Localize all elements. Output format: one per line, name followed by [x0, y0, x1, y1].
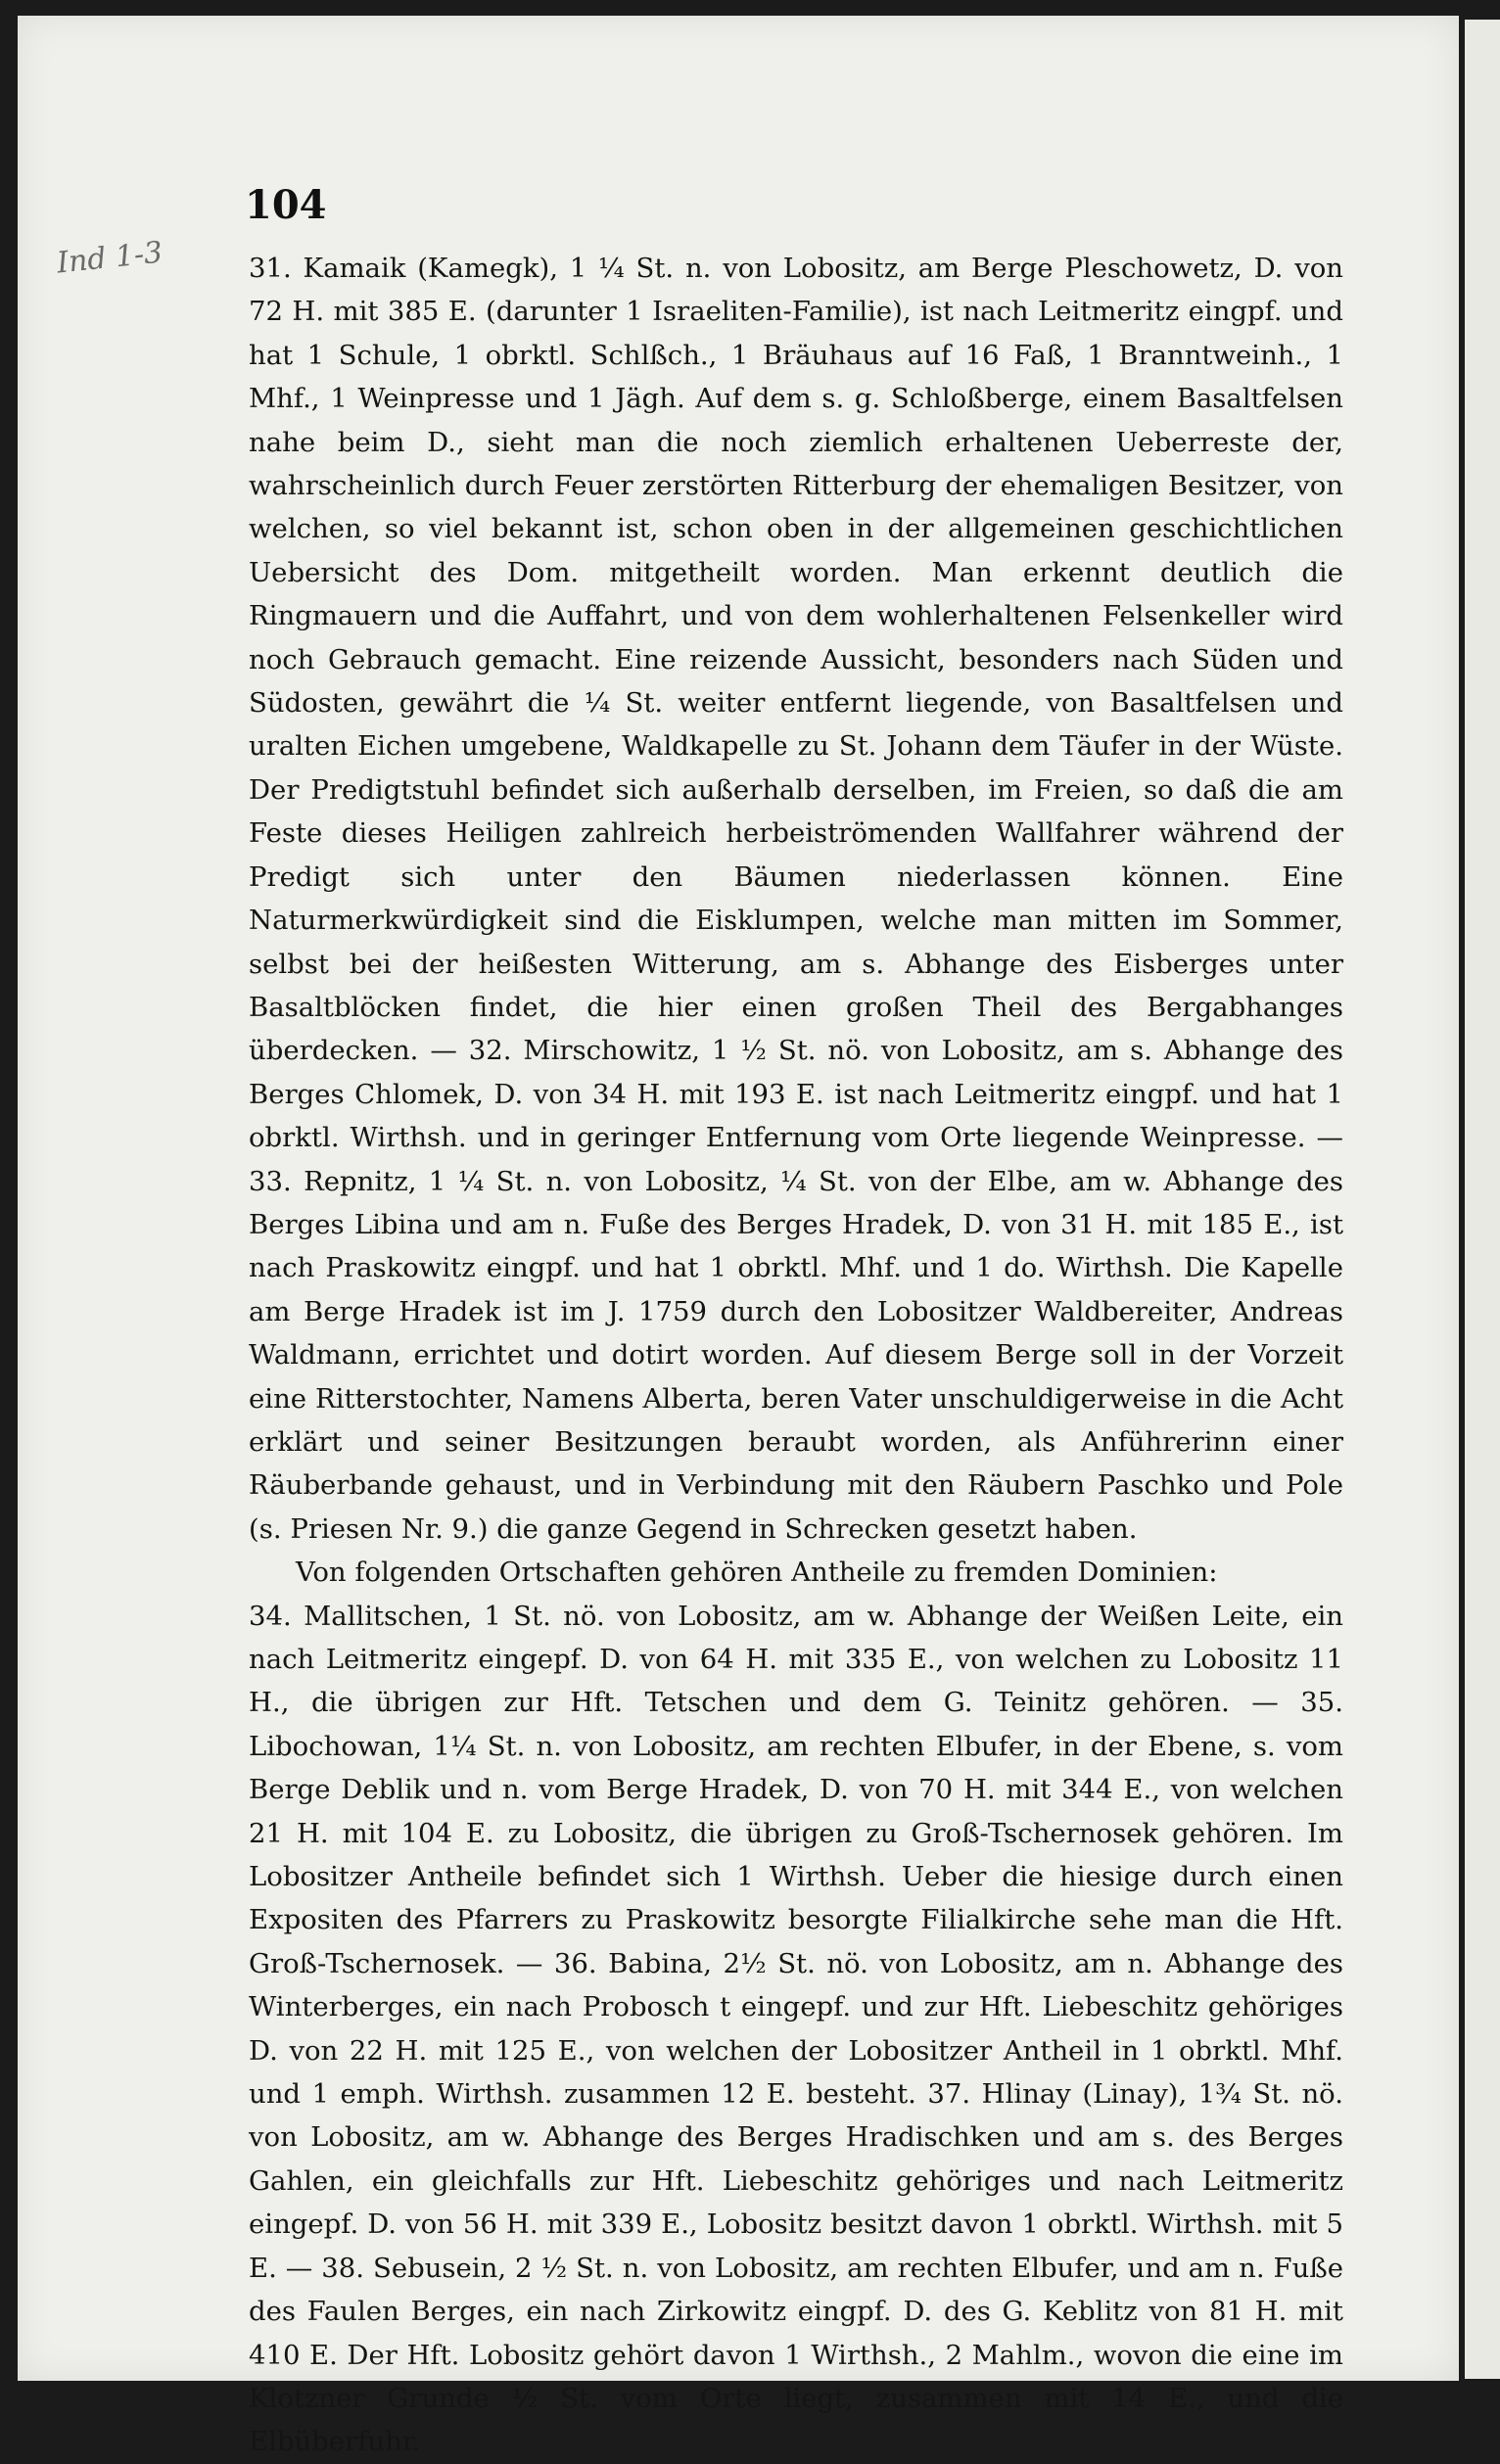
- paragraph: Von folgenden Ortschaften gehören Antheile zu fremden Dominien:: [296, 1557, 1218, 1589]
- paragraph: 31. Kamaik (Kamegk), 1 ¼ St. n. von Lobositz, am Berge Pleschowetz, D. von 72 H. mit 385 E. (darunter 1 Israeliten-Familie), ist nach Leitmeritz eingpf. und hat 1 Schule, 1 obrktl. Schlßch., 1 Bräuhaus auf 16 Faß, 1 Branntweinh., 1 Mhf., 1 Weinpresse und 1 Jägh. Auf dem s. g. Schloßberge, einem Basaltfelsen nahe beim D., sieht man die noch ziemlich erhaltenen Ueberreste der, wahrscheinlich durch Feuer zerstörten Ritterburg der ehemaligen Besitzer, von welchen, so viel bekannt ist, schon oben in der allgemeinen geschichtlichen Uebersicht des Dom. mitgetheilt worden. Man erkennt deutlich die Ringmauern und die Auffahrt, und von dem wohlerhaltenen Felsenkeller wird noch Gebrauch gemacht. Eine reizende Aussicht, besonders nach Süden und Südosten, gewährt die ¼ St. weiter entfernt liegende, von Basaltfelsen und uralten Eichen umgebene, Waldkapelle zu St. Johann dem Täufer in der Wüste. Der Predigtstuhl befindet sich außerhalb derselben, im Freien, so daß die am Feste dieses Heiligen zahlreich herbeiströmenden Wallfahrer während der Predigt sich unter den Bäumen niederlassen können. Eine Naturmerkwürdigkeit sind die Eisklumpen, welche man mitten im Sommer, selbst bei der heißesten Witterung, am s. Abhange des Eisberges unter Basaltblöcken findet, die hier einen großen Theil des Bergabhanges überdecken. — 32. Mirschowitz, 1 ½ St. nö. von Lobositz, am s. Abhange des Berges Chlomek, D. von 34 H. mit 193 E. ist nach Leitmeritz eingpf. und hat 1 obrktl. Wirthsh. und in geringer Entfernung vom Orte liegende Weinpresse. — 33. Repnitz, 1 ¼ St. n. von Lobositz, ¼ St. von der Elbe, am w. Abhange des Berges Libina und am n. Fuße des Berges Hradek, D. von 31 H. mit 185 E., ist nach Praskowitz eingpf. und hat 1 obrktl. Mhf. und 1 do. Wirthsh. Die Kapelle am Berge Hradek ist im J. 1759 durch den Lobositzer Waldbereiter, Andreas Waldmann, errichtet und dotirt worden. Auf diesem Berge soll in der Vorzeit eine Ritterstochter, Namens Alberta, beren Vater unschuldigerweise in die Acht erklärt und seiner Besitzungen beraubt worden, als Anführerinn einer Räuberbande gehaust, und in Verbindung mit den Räubern Paschko und Pole (s. Priesen Nr. 9.) die ganze Gegend in Schrecken gesetzt haben.: [249, 253, 1343, 1545]
- margin-annotation: Ind 1-3: [55, 235, 164, 281]
- body-text: [249, 247, 1343, 2464]
- paragraph: 34. Mallitschen, 1 St. nö. von Lobositz, am w. Abhange der Weißen Leite, ein nach Leitmeritz eingepf. D. von 64 H. mit 335 E., von welchen zu Lobositz 11 H., die übrigen zur Hft. Tetschen und dem G. Teinitz gehören. — 35. Libochowan, 1¼ St. n. von Lobositz, am rechten Elbufer, in der Ebene, s. vom Berge Deblik und n. vom Berge Hradek, D. von 70 H. mit 344 E., von welchen 21 H. mit 104 E. zu Lobositz, die übrigen zu Groß-Tschernosek gehören. Im Lobositzer Antheile befindet sich 1 Wirthsh. Ueber die hiesige durch einen Expositen des Pfarrers zu Praskowitz besorgte Filialkirche sehe man die Hft. Groß-Tschernosek. — 36. Babina, 2½ St. nö. von Lobositz, am n. Abhange des Winterberges, ein nach Probosch t eingepf. und zur Hft. Liebeschitz gehöriges D. von 22 H. mit 125 E., von welchen der Lobositzer Antheil in 1 obrktl. Mhf. und 1 emph. Wirthsh. zusammen 12 E. besteht. 37. Hlinay (Linay), 1¾ St. nö. von Lobositz, am w. Abhange des Berges Hradischken und am s. des Berges Gahlen, ein gleichfalls zur Hft. Liebeschitz gehöriges und nach Leitmeritz eingepf. D. von 56 H. mit 339 E., Lobositz besitzt davon 1 obrktl. Wirthsh. mit 5 E. — 38. Sebusein, 2 ½ St. n. von Lobositz, am rechten Elbufer, und am n. Fuße des Faulen Berges, ein nach Zirkowitz eingpf. D. des G. Keblitz von 81 H. mit 410 E. Der Hft. Lobositz gehört davon 1 Wirthsh., 2 Mahlm., wovon die eine im Klotzner Grunde ½ St. vom Orte liegt, zusammen mit 14 E., und die Elbüberfuhr.: [249, 1600, 1343, 2458]
- book-page: [18, 16, 1459, 2458]
- page-number: 104: [245, 182, 327, 228]
- adjacent-page-edge: [1465, 20, 1500, 2379]
